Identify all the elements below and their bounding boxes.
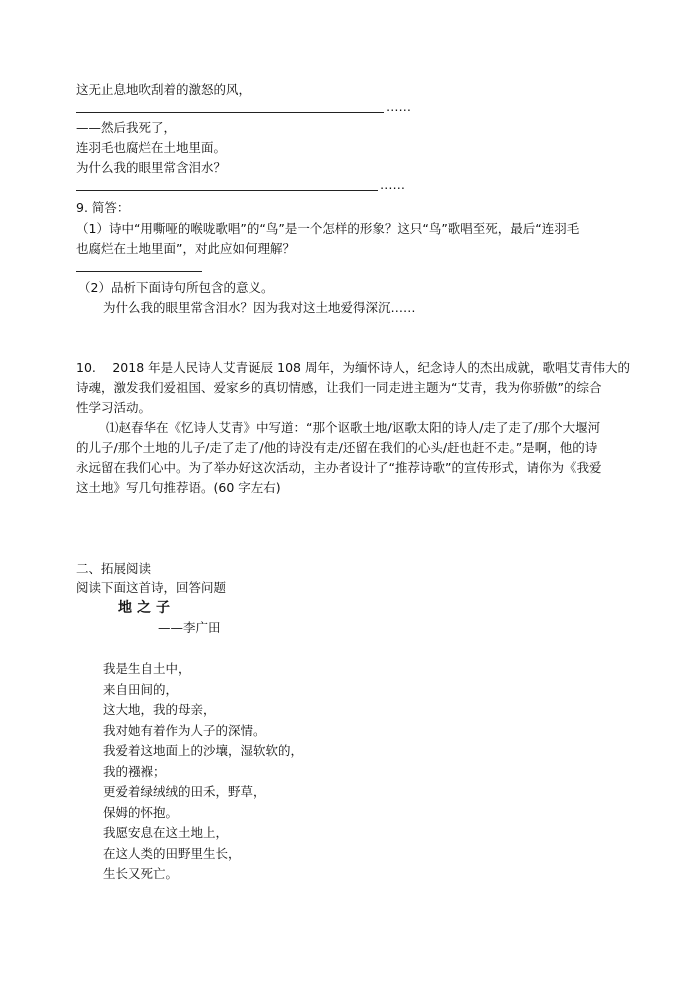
- poem-title: 地之子: [118, 600, 175, 616]
- q9-part1-line-1: （1）诗中“用嘶哑的喉咙歌唱”的“鸟”是一个怎样的形象？这只“鸟”歌唱至死，最后“连羽毛: [76, 221, 580, 236]
- section-heading: 二、拓展阅读: [76, 561, 152, 576]
- poem-line: 这大地，我的母亲，: [103, 702, 216, 717]
- poem-author: ——李广田: [158, 620, 221, 635]
- q10-line-2: 诗魂，激发我们爱祖国、爱家乡的真切情感，让我们一同走进主题为“艾青，我为你骄傲”的综合: [76, 380, 602, 395]
- q10-line-6: 永远留在我们心中。为了举办好这次活动，主办者设计了“推荐诗歌”的宣传形式，请你为《我爱: [76, 460, 602, 475]
- poem-line: 在这人类的田野里生长，: [103, 845, 241, 861]
- poem-body: [103, 659, 303, 885]
- ellipsis-2: ……: [380, 177, 405, 192]
- poem-line: 我是生自土中，: [103, 661, 191, 676]
- poem-line: 我对她有着作为人子的深情。: [103, 722, 266, 738]
- poem-line: 我爱着这地面上的沙壤，湿软软的，: [103, 743, 304, 758]
- poem-excerpt-line-3: 连羽毛也腐烂在土地里面。: [76, 140, 227, 155]
- poem-excerpt-line-1: 这无止息地吹刮着的激怒的风，: [76, 82, 252, 97]
- poem-line: 更爱着绿绒绒的田禾，野草，: [103, 784, 266, 799]
- q9-part2-line-2: 为什么我的眼里常含泪水？因为我对这土地爱得深沉……: [103, 300, 416, 315]
- q10-line-5: 的儿子/那个土地的儿子/走了走了/他的诗没有走/还留在我们的心头/赶也赶不走。”是啊，他的诗: [76, 440, 598, 455]
- q10-line-7: 这土地》写几句推荐语。(60 字左右): [76, 480, 281, 495]
- poem-line: 保姆的怀抱。: [103, 804, 179, 820]
- q10-line-1: 10. 2018 年是人民诗人艾青诞辰 108 周年，为缅怀诗人，纪念诗人的杰出成就，歌唱艾青伟大的: [76, 360, 630, 375]
- ellipsis-1: ……: [386, 99, 411, 114]
- poem-excerpt-line-4: 为什么我的眼里常含泪水？: [76, 160, 227, 175]
- poem-line: 生长又死亡。: [103, 866, 179, 881]
- q9-part2-line-1: （2）品析下面诗句所包含的意义。: [78, 280, 274, 295]
- poem-excerpt-line-2: ——然后我死了，: [76, 120, 177, 135]
- poem-line: 我愿安息在这土地上，: [103, 825, 229, 840]
- q10-line-3: 性学习活动。: [76, 400, 152, 415]
- poem-line: 来自田间的，: [103, 681, 179, 697]
- q9-part1-line-2: 也腐烂在土地里面”，对此应如何理解？: [76, 241, 295, 256]
- answer-line-2[interactable]: [76, 190, 378, 191]
- q9-answer-line[interactable]: [76, 271, 202, 272]
- q9-header: 9. 简答：: [76, 200, 130, 215]
- poem-line: 我的襁褓；: [103, 763, 166, 779]
- section-instruction: 阅读下面这首诗，回答问题: [76, 580, 227, 595]
- q10-line-4: ⑴赵春华在《忆诗人艾青》中写道：“那个讴歌土地/讴歌太阳的诗人/走了走了/那个大堰河: [106, 420, 601, 435]
- answer-line-1[interactable]: [76, 112, 384, 113]
